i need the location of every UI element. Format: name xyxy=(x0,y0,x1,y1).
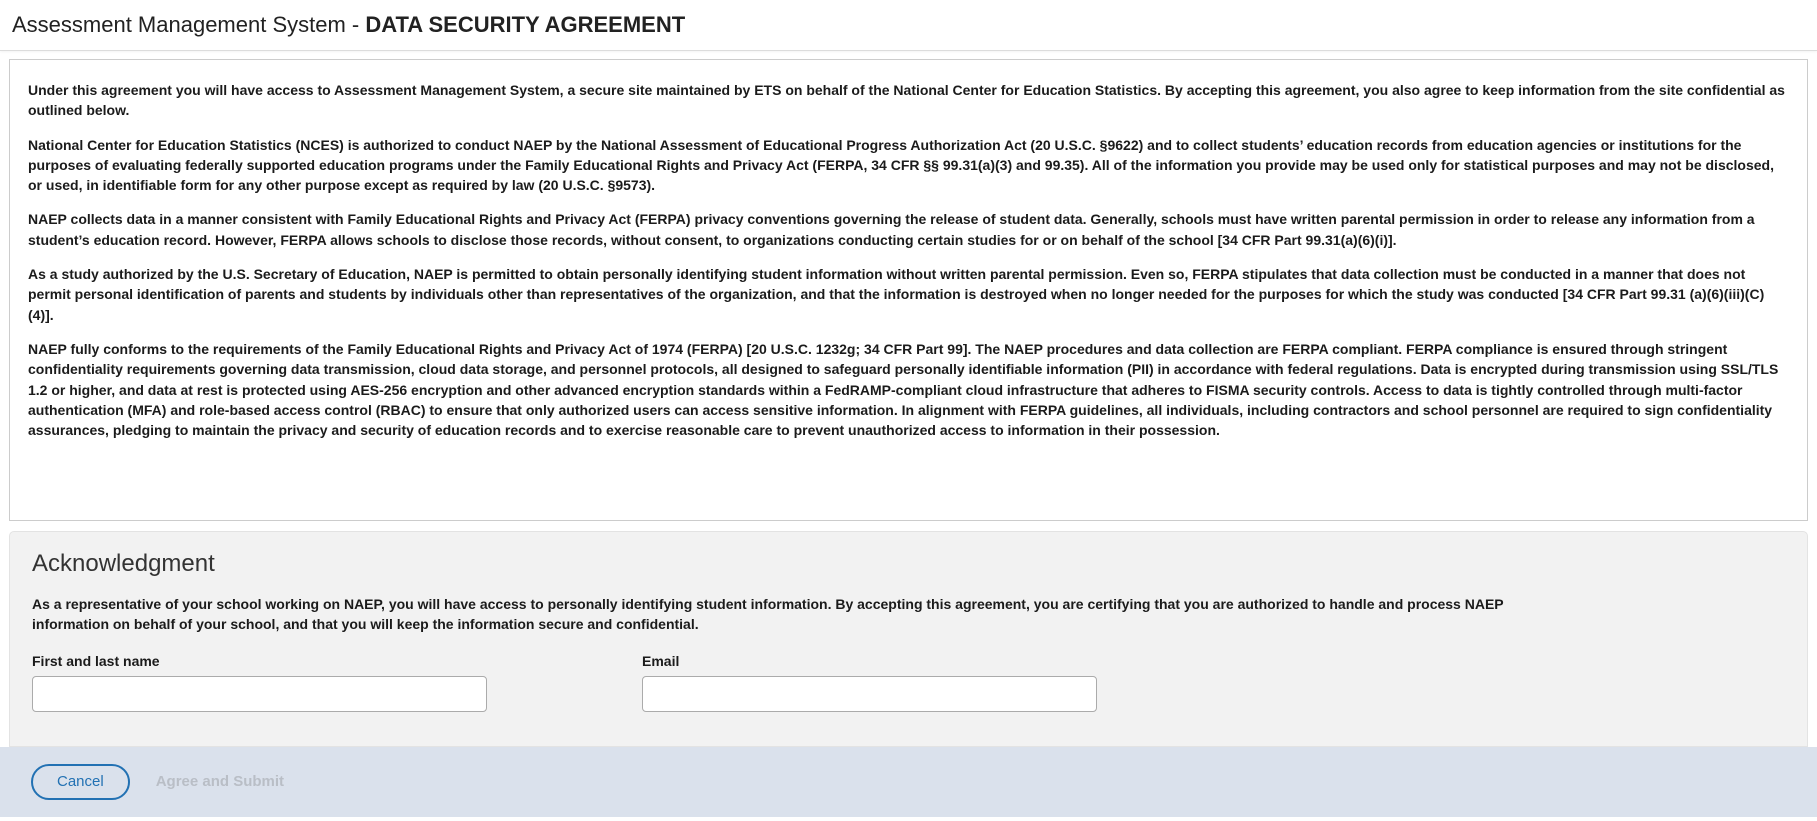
action-bar xyxy=(0,747,1817,817)
app-title: Assessment Management System - xyxy=(12,12,366,37)
page-title: DATA SECURITY AGREEMENT xyxy=(365,12,686,37)
acknowledgment-heading: Acknowledgment xyxy=(32,550,215,577)
name-field-label: First and last name xyxy=(32,652,160,669)
name-field-group xyxy=(32,653,487,712)
agreement-panel xyxy=(9,59,1808,521)
agreement-paragraph-1: Under this agreement you will have access to Assessment Management System, a secure site maintained by ETS on behalf of the National Center for Education Statistics. By accepting this agreement, you also agree to keep information from the site confidential as outlined below. xyxy=(28,82,1785,119)
cancel-button[interactable]: Cancel xyxy=(31,764,130,800)
acknowledgment-fields-row xyxy=(32,653,1785,712)
agreement-paragraph-3: NAEP collects data in a manner consistent with Family Educational Rights and Privacy Act (FERPA) privacy conventions governing the release of student data. Generally, schools must have written parental permission in order to release any information from a student’s education record. However, FERPA allows schools to disclose those records, without consent, to organizations conducting certain studies for or on behalf of the school [34 CFR Part 99.31(a)(6)(i)]. xyxy=(28,211,1755,248)
name-input[interactable] xyxy=(32,676,487,712)
email-input[interactable] xyxy=(642,676,1097,712)
agree-submit-button[interactable]: Agree and Submit xyxy=(155,773,285,791)
agreement-paragraph-5: NAEP fully conforms to the requirements of the Family Educational Rights and Privacy Act of 1974 (FERPA) [20 U.S.C. 1232g; 34 CFR Part 99]. The NAEP procedures and data collection are FERPA compliant. FERPA compliance is ensured through stringent confidentiality requirements governing data transmission, cloud data storage, and personnel protocols, all designed to safeguard personally identifiable information (PII) in accordance with federal regulations. Data is encrypted during transmission using SSL/TLS 1.2 or higher, and data at rest is protected using AES-256 encryption and other advanced encryption standards within a FedRAMP-compliant cloud infrastructure that adheres to FISMA security controls. Access to data is tightly controlled through multi-factor authentication (MFA) and role-based access control (RBAC) to ensure that only authorized users can access sensitive information. In alignment with FERPA guidelines, all individuals, including contractors and school personnel are required to sign confidentiality assurances, pledging to maintain the privacy and security of education records and to exercise reasonable care to prevent unauthorized access to information in their possession. xyxy=(28,340,1779,439)
email-field-group xyxy=(642,653,1097,712)
acknowledgment-text: As a representative of your school working on NAEP, you will have access to personally identifying student information. By accepting this agreement, you are certifying that you are authorized to handle and process NAEP information on behalf of your school, and that you will keep the information secure and confidential. xyxy=(32,596,1504,633)
email-field-label: Email xyxy=(642,652,680,669)
agreement-paragraph-2: National Center for Education Statistics (NCES) is authorized to conduct NAEP by the National Assessment of Educational Progress Authorization Act (20 U.S.C. §9622) and to collect students’ education records from education agencies or institutions for the purposes of evaluating federally supported education programs under the Family Educational Rights and Privacy Act (FERPA, 34 CFR §§ 99.31(a)(3) and 99.35). All of the information you provide may be used only for statistical purposes and may not be disclosed, or used, in identifiable form for any other purpose except as required by law (20 U.S.C. §9573). xyxy=(28,136,1774,194)
acknowledgment-section xyxy=(9,531,1808,747)
agreement-paragraph-4: As a study authorized by the U.S. Secretary of Education, NAEP is permitted to obtain personally identifying student information without written parental permission. Even so, FERPA stipulates that data collection must be conducted in a manner that does not permit personal identification of parents and students by individuals other than representatives of the organization, and that the information is destroyed when no longer needed for the purposes for which the study was conducted [34 CFR Part 99.31 (a)(6)(iii)(C)(4)]. xyxy=(28,266,1765,323)
page-header xyxy=(0,0,1817,51)
